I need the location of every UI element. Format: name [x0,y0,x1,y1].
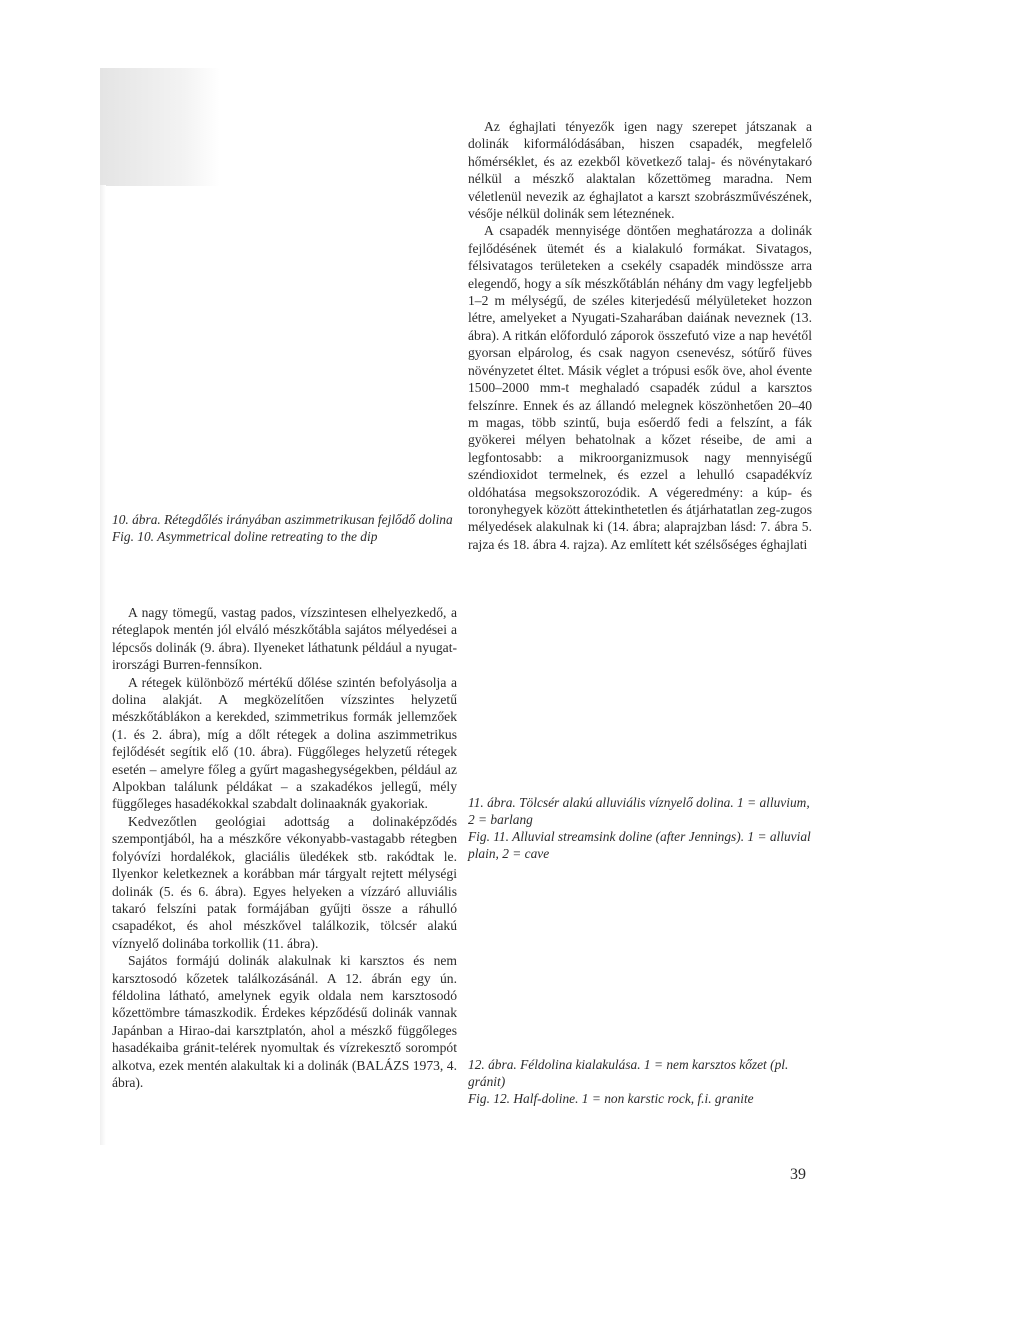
paragraph: Az éghajlati tényezők igen nagy szerepet játszanak a dolinák kiformálódásában, hiszen csapadék, megfelelő hőmérséklet, és az ezekből következő talaj- és növénytakaró nélkül a mészkő alaktalan kőzettömeg maradna. Nem véletlenül nevezik az éghajlatot a karszt szobrászművészének, vésője nélkül dolinák sem léteznének. [468,119,812,222]
caption-english: Fig. 11. Alluvial streamsink doline (after Jennings). 1 = alluvial plain, 2 = cave [468,829,811,861]
scan-edge [100,185,106,1145]
figure-12-caption [468,1056,812,1107]
caption-english: Fig. 10. Asymmetrical doline retreating to the dip [112,529,378,544]
caption-hungarian: 10. ábra. Rétegdőlés irányában aszimmetrikusan fejlődő dolina [112,512,453,527]
paragraph: Kedvezőtlen geológiai adottság a dolinaképződés szempontjából, ha a mészkőre vékonyabb-vastagabb rétegben folyóvízi hordalékok, glaciális üledékek stb. rakódtak le. Ilyenkor keletkeznek a korábban már tárgyalt rejtett mélységi dolinák (5. és 6. ábra). Egyes helyeken a vízzáró alluviális takaró felszíni patak formájában gyűjti össze a ráhulló csapadékot, és ahol mészkővel találkozik, tölcsér alakú víznyelő dolinába torkollik (11. ábra). [112,813,457,951]
figure-10-caption [112,511,457,545]
scan-shadow [100,68,220,186]
caption-hungarian: 11. ábra. Tölcsér alakú alluviális víznyelő dolina. 1 = alluvium, 2 = barlang [468,795,810,827]
caption-english: Fig. 12. Half-doline. 1 = non karstic rock, f.i. granite [468,1091,754,1106]
figure-11-caption [468,794,812,862]
paragraph: Sajátos formájú dolinák alakulnak ki karsztos és nem karsztosodó kőzetek találkozásánál. A 12. ábrán egy ún. féldolina látható, amelynek egyik oldala nem karsztosodó kőzettömbre támaszkodik. Érdekes képződésű dolinák vannak Japánban a Hirao-dai karsztplatón, ahol a mészkő függőleges hasadékaiba gránit-telérek nyomultak és vízrekesztő sorompót alkotva, ezek mentén alakultak ki a dolinák (BALÁZS 1973, 4. ábra). [112,953,457,1090]
paragraph: A nagy tömegű, vastag pados, vízszintesen elhelyezkedő, a réteglapok mentén jól elváló mészkőtábla sajátos mélyedései a lépcsős dolinák (9. ábra). Ilyeneket láthatunk például a nyugat-irországi Burren-fennsíkon. [112,605,457,673]
caption-hungarian: 12. ábra. Féldolina kialakulása. 1 = nem karsztos kőzet (pl. gránit) [468,1057,789,1089]
page-number: 39 [790,1166,806,1183]
right-column-text [468,118,812,553]
left-column-text [112,604,457,1091]
paragraph: A rétegek különböző mértékű dőlése szintén befolyásolja a dolina alakját. A megközelítően vízszintes helyzetű mészkőtáblákon a kerekded, szimmetrikus formák jellemzőek (1. és 2. ábra), míg a dőlt rétegek a dolina aszimmetrikus fejlődését segítik elő (10. ábra). Függőleges helyzetű rétegek esetén – amelyre főleg a gyűrt magashegységekben, például az Alpokban találunk példákat – a szakadékos jellegű, mély függőleges hasadékokkal szabdalt dolinaaknák gyakoriak. [112,674,457,812]
paragraph: A csapadék mennyisége döntően meghatározza a dolinák fejlődésének ütemét és a kialakuló formákat. Sivatagos, félsivatagos területeken a csekély csapadék mindössze arra elegendő, hogy a sík mészkőtáblán néhány dm vagy legfeljebb 1–2 m mélységű, de széles kiterjedésű mélyületeket hozzon létre, amelyeket a Nyugati-Szaharában daiának neveznek (13. ábra). A ritkán előforduló záporok összefutó vize a nap hevétől gyorsan elpárolog, és csak nagyon csenevész, sótűrő füves növényzetet éltet. Másik véglet a trópusi esők öve, ahol évente 1500–2000 mm-t meghaladó csapadék zúdul a karsztos felszínre. Ennek és az állandó melegnek köszönhetően 20–40 m magas, több szintű, buja esőerdő fedi a felszínt, a fák gyökerei mélyen behatolnak a kőzet réseibe, de ami a legfontosabb: a mikroorganizmusok nagy mennyiségű széndioxidot termelnek, és ezzel a lehulló csapadékvíz oldóhatása megsokszorozódik. A végeredmény: a kúp- és toronyhegyek között áttekinthetetlen és átjárhatatlan zeg-zugos mélyedések alakulnak ki (14. ábra; alaprajzban lásd: 7. ábra 5. rajza és 18. ábra 4. rajza). Az említett két szélsőséges éghajlati [468,223,812,552]
